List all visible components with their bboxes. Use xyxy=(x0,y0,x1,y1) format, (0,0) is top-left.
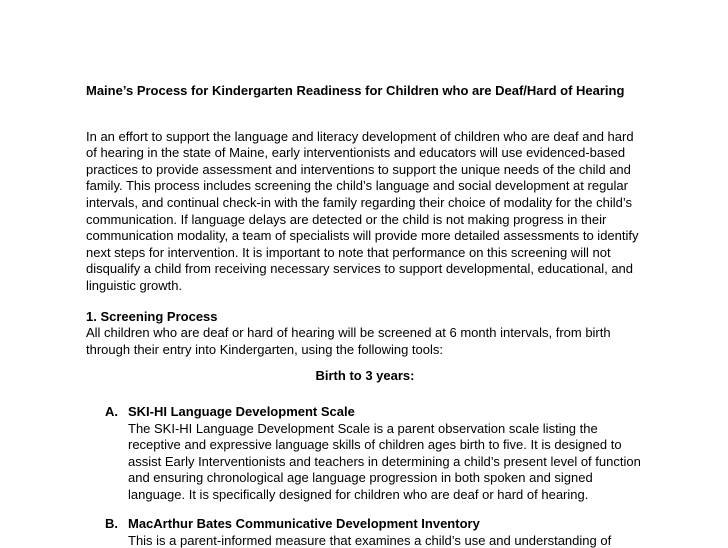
list-item-a-title: SKI-HI Language Development Scale xyxy=(128,403,355,419)
list-item-b xyxy=(86,516,644,548)
document-content xyxy=(86,0,644,548)
list-marker-b: B. xyxy=(105,516,118,532)
list-marker-a: A. xyxy=(105,403,118,419)
list-item-b-title: MacArthur Bates Communicative Development Inventory xyxy=(128,516,480,532)
section-1-body: All children who are deaf or hard of hearing will be screened at 6 month intervals, from birth through their entry into Kindergarten, using the following tools: xyxy=(86,325,611,357)
list-item-a-heading xyxy=(86,404,644,421)
section-1-heading: 1. Screening Process xyxy=(86,308,218,324)
document-title: Maine’s Process for Kindergarten Readiness for Children who are Deaf/Hard of Hearing xyxy=(86,83,625,98)
list-item-a xyxy=(86,404,644,504)
list-item-b-body: This is a parent-informed measure that examines a child’s use and understanding of xyxy=(128,533,612,548)
list-item-b-heading xyxy=(86,516,644,533)
list-item-a-body: The SKI-HI Language Development Scale is a parent observation scale listing the receptive and expressive language skills of children ages birth to five. It is designed to assist Early Interventionists and teachers in determining a child’s present level of function and ensuring chronological age language progression in both spoken and signed language. It is specifically designed for children who are deaf or hard of hearing. xyxy=(128,420,641,502)
age-group-heading: Birth to 3 years: xyxy=(315,368,415,384)
intro-paragraph: In an effort to support the language and literacy development of children who are deaf and hard of hearing in the state of Maine, early interventionists and educators will use evidenced-based practices to provide assessment and interventions to support the unique needs of the child and family. This process includes screening the child’s language and social development at regular intervals, and continual check-in with the family regarding their choice of modality for the child’s communication. If language delays are detected or the child is not making progress in their communication modality, a team of specialists will provide more detailed assessments to identify next steps for intervention. It is important to note that performance on this screening will not disqualify a child from receiving necessary services to support developmental, educational, and linguistic growth. xyxy=(86,128,639,293)
